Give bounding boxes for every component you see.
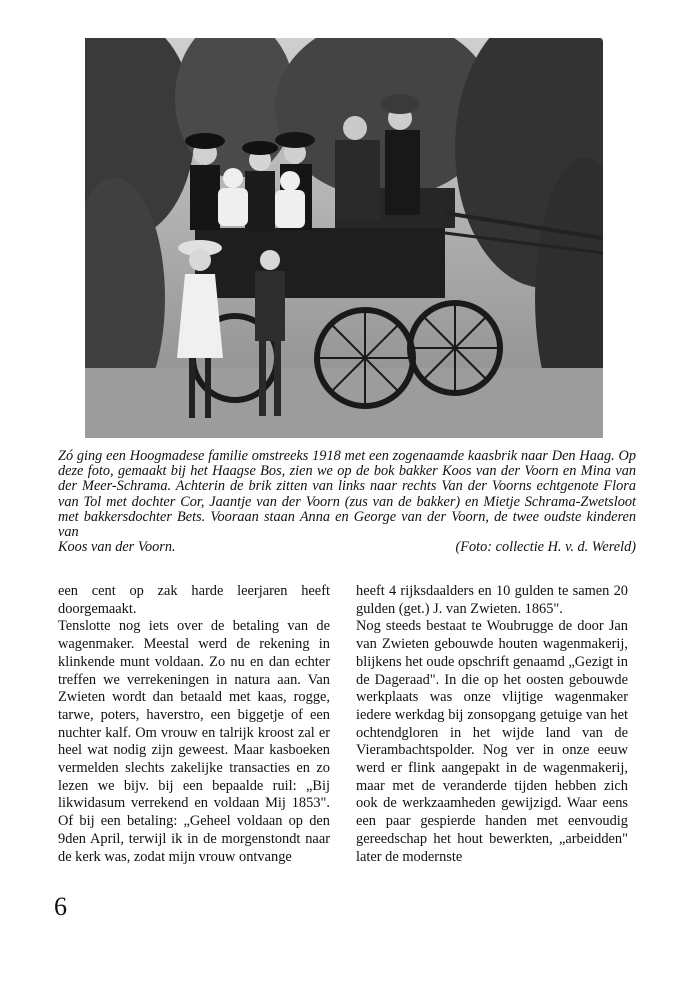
left-text-column bbox=[58, 583, 330, 866]
paragraph: heeft 4 rijksdaalders en 10 gulden te samen 20 gulden (get.) J. van Zwieten. 1865". bbox=[356, 583, 628, 617]
historical-photo bbox=[85, 38, 603, 438]
family-carriage-photo-illustration bbox=[85, 38, 603, 438]
paragraph: Nog steeds bestaat te Woubrugge de door Jan van Zwieten gebouwde houten wagenmakerij, blijkens het oude opschrift genaamd „Gezigt in de Dageraad". In die op het oosten gebouwde werkplaats was onze vlijtige wagenmaker iedere werkdag bij zonsopgang getuige van het ochtendgloren in het wijde land van de Vierambachtspolder. Nog ver in onze eeuw werd er flink aangepakt in de wagenmakerij, maar met de veranderde tijden hebben zich ook de werkzaamheden gewijzigd. Waar eens een paar gespierde handen met eenvoudig gereedschap het hout bewerkten, „arbeidden" later de modernste bbox=[356, 618, 628, 865]
caption-credit-line bbox=[58, 540, 636, 555]
paragraph: Tenslotte nog iets over de betaling van de wagenmaker. Meestal werd de rekening in klinkende munt voldaan. Zo nu en dan echter treffen we verrekeningen in natura aan. Van Zwieten wordt dan betaald met kaas, rogge, tarwe, poters, haverstro, een biggetje of een nuchter kalf. Om vrouw en talrijk kroost zal er heel wat nodig zijn geweest. Maar kasboeken vermelden slechts zakelijke transacties en zo lezen we bijv. bij een bepaalde ruil: „Bij likwidasum verrekend en voldaan Mij 1853". Of bij een betaling: „Geheel voldaan op den 9den April, terwijl ik in de morgenstondt naar de kerk was, zodat mijn vrouw ontvange bbox=[58, 618, 330, 865]
paragraph: een cent op zak harde leerjaren heeft doorgemaakt. bbox=[58, 583, 330, 617]
caption-last-line: Koos van der Voorn. bbox=[58, 539, 176, 556]
photo-caption bbox=[58, 449, 636, 555]
caption-text: Zó ging een Hoogmadese familie omstreeks 1918 met een zogenaamde kaasbrik naar Den Haag. Op deze foto, gemaakt bij het Haagse Bos, zien we op de bok bakker Koos van der Voorn en Mina van der Meer-Schrama. Achterin de brik zitten van links naar rechts Van der Voorns echtgenote Flora van Tol met dochter Cor, Jaantje van der Voorn (zus van de bakker) en Mietje Schrama-Zwetsloot met bakkersdochter Bets. Vooraan staan Anna en George van der Voorn, de twee oudste kinderen van bbox=[58, 448, 636, 541]
page-number: 6 bbox=[54, 892, 67, 921]
right-text-column bbox=[356, 583, 628, 866]
photo-credit: (Foto: collectie H. v. d. Wereld) bbox=[455, 539, 636, 556]
